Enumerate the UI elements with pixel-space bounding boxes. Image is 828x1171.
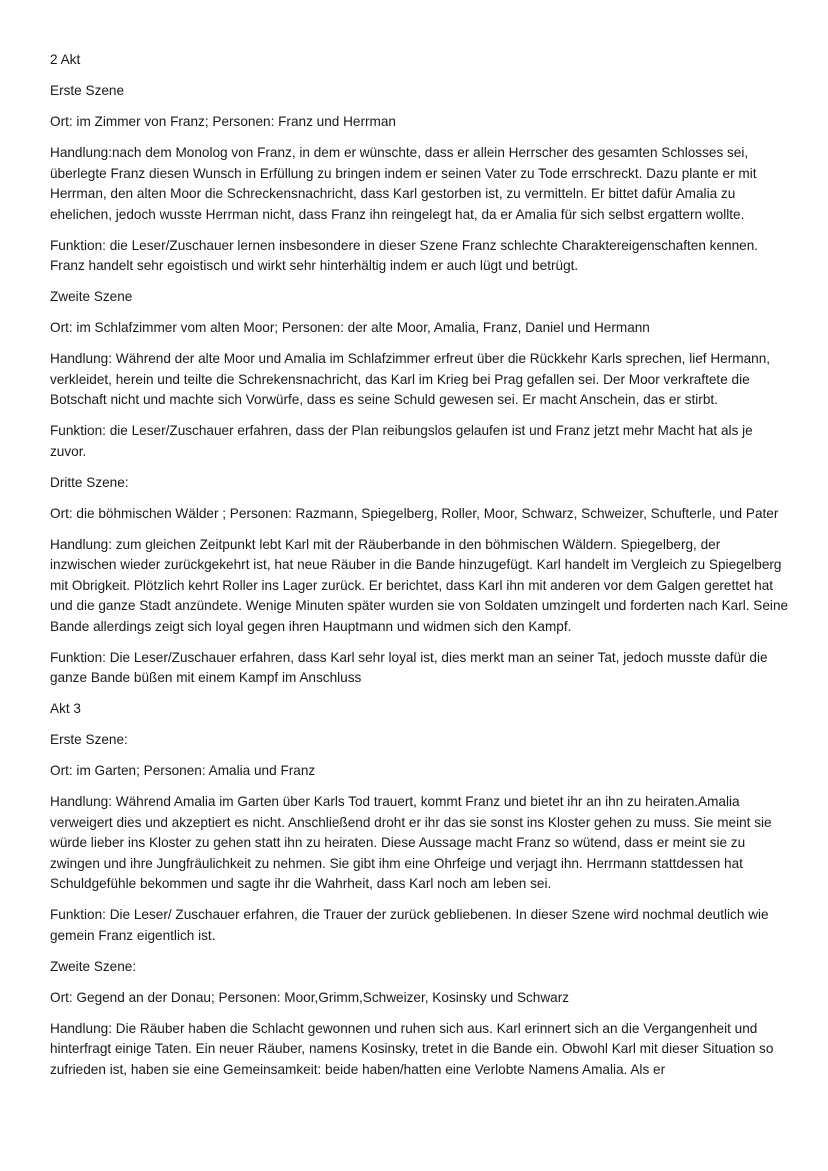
- scene-function: Funktion: Die Leser/ Zuschauer erfahren, die Trauer der zurück gebliebenen. In dieser Szene wird nochmal deutlich wie gemein Franz eigentlich ist.: [50, 907, 769, 943]
- scene-heading: Dritte Szene:: [50, 474, 129, 490]
- scene-heading: Zweite Szene: [50, 289, 133, 304]
- scene-plot: Handlung: Während Amalia im Garten über Karls Tod trauert, kommt Franz und bietet ihr an ihn zu heiraten.Amalia verweigert dies und akzeptiert es nicht. Anschließend droht er ihr das sie sonst ins Kloster gehen zu muss. Sie meint sie würde lieber ins Kloster zu gehen statt ihn zu heiraten. Diese Aussage macht Franz so wütend, dass er meint sie zu zwingen und ihre Jungfräulichkeit zu nehmen. Sie gibt ihm eine Ohrfeige und verjagt ihn. Herrmann stattdessen hat Schuldgefühle bekommen und sagte ihr die Wahrheit, dass Karl noch am leben sei.: [50, 794, 772, 891]
- scene-heading: Zweite Szene:: [50, 958, 137, 974]
- scene-setting: Ort: Gegend an der Donau; Personen: Moor,Grimm,Schweizer, Kosinsky und Schwarz: [50, 989, 570, 1005]
- scene-setting: Ort: im Schlafzimmer vom alten Moor; Personen: der alte Moor, Amalia, Franz, Daniel und Hermann: [50, 320, 650, 335]
- scene-plot: Handlung: Die Räuber haben die Schlacht gewonnen und ruhen sich aus. Karl erinnert sich an die Vergangenheit und hinterfragt einige Taten. Ein neuer Räuber, namens Kosinsky, tretet in die Bande ein. Obwohl Karl mit dieser Situation so zufrieden ist, haben sie eine Gemeinsamkeit: beide haben/hatten eine Verlobte Namens Amalia. Als er: [50, 1020, 774, 1077]
- scene-function: Funktion: die Leser/Zuschauer erfahren, dass der Plan reibungslos gelaufen ist und Franz jetzt mehr Macht hat als je zuvor.: [50, 423, 753, 459]
- act-2-heading: 2 Akt: [50, 52, 81, 67]
- scene-heading: Erste Szene: [50, 83, 125, 98]
- scene-setting: Ort: im Garten; Personen: Amalia und Franz: [50, 763, 316, 778]
- scene-function: Funktion: Die Leser/Zuschauer erfahren, dass Karl sehr loyal ist, dies merkt man an seiner Tat, jedoch musste dafür die ganze Bande büßen mit einem Kampf im Anschluss: [50, 649, 768, 685]
- scene-heading: Erste Szene:: [50, 732, 128, 747]
- scene-plot: Handlung: zum gleichen Zeitpunkt lebt Karl mit der Räuberbande in den böhmischen Wäldern. Spiegelberg, der inzwischen wieder zurückgekehrt ist, hat neue Räuber in die Bande hinzugefügt. Karl handelt im Vergleich zu Spiegelberg mit Obrigkeit. Plötzlich kehrt Roller ins Lager zurück. Er berichtet, dass Karl ihn mit anderen vor dem Galgen gerettet hat und die ganze Stadt anzündete. Wenige Minuten später wurden sie von Soldaten umzingelt und forderten nach Karl. Seine Bande allerdings zeigt sich loyal gegen ihren Hauptmann und widmen sich den Kampf.: [50, 536, 789, 634]
- scene-plot: Handlung:nach dem Monolog von Franz, in dem er wünschte, dass er allein Herrscher des gesamten Schlosses sei, überlegte Franz diesen Wunsch in Erfüllung zu bringen indem er seinen Vater zu Tode errschreckt. Dazu plante er mit Herrman, den alten Moor die Schreckensnachricht, dass Karl gestorben ist, zu vermitteln. Er bittet dafür Amalia zu ehelichen, jedoch wusste Herrman nicht, dass Franz ihn reingelegt hat, da er Amalia für sich selbst ergattern wollte.: [50, 145, 757, 222]
- document-body: [50, 50, 790, 1091]
- scene-setting: Ort: im Zimmer von Franz; Personen: Franz und Herrman: [50, 114, 396, 129]
- scene-function: Funktion: die Leser/Zuschauer lernen insbesondere in dieser Szene Franz schlechte Charaktereigenschaften kennen. Franz handelt sehr egoistisch und wirkt sehr hinterhältig indem er auch lügt und betrügt.: [50, 237, 759, 273]
- act-3-heading: Akt 3: [50, 701, 81, 716]
- scene-setting: Ort: die böhmischen Wälder ; Personen: Razmann, Spiegelberg, Roller, Moor, Schwarz, Schweizer, Schufterle, und Pater: [50, 505, 779, 521]
- scene-plot: Handlung: Während der alte Moor und Amalia im Schlafzimmer erfreut über die Rückkehr Karls sprechen, lief Hermann, verkleidet, herein und teilte die Schrekensnachricht, das Karl im Krieg bei Prag gefallen sei. Der Moor verkraftete die Botschaft nicht und machte sich Vorwürfe, dass es seine Schuld gewesen sei. Er macht Anschein, das er stirbt.: [50, 351, 771, 407]
